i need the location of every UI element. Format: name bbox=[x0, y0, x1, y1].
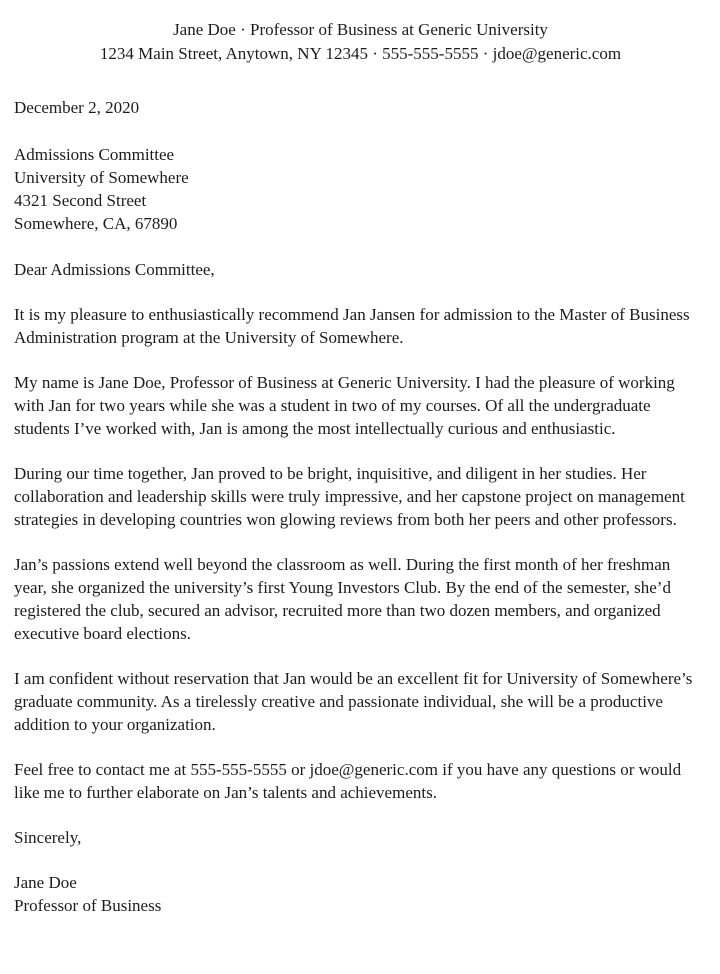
body-paragraph: Feel free to contact me at 555-555-5555 or jdoe@generic.com if you have any questions or would like me to further elaborate on Jan’s talents and achievements. bbox=[14, 760, 682, 802]
body-paragraph: I am confident without reservation that Jan would be an excellent fit for University of Somewhere’s graduate community. As a tirelessly creative and passionate individual, she will be a productive addition to your organization. bbox=[14, 669, 693, 734]
signature-name: Jane Doe bbox=[14, 873, 77, 892]
body-paragraph: Jan’s passions extend well beyond the classroom as well. During the first month of her freshman year, she organized the university’s first Young Investors Club. By the end of the semester, she’d registered the club, secured an advisor, recruited more than two dozen members, and organized executive board elections. bbox=[14, 555, 671, 643]
letterhead-name-line: Jane Doe · Professor of Business at Generic University bbox=[173, 20, 548, 39]
salutation: Dear Admissions Committee, bbox=[14, 260, 215, 279]
body-paragraph: My name is Jane Doe, Professor of Business at Generic University. I had the pleasure of working with Jan for two years while she was a student in two of my courses. Of all the undergraduate students I’ve worked with, Jan is among the most intellectually curious and enthusiastic. bbox=[14, 373, 675, 438]
recipient-line: Somewhere, CA, 67890 bbox=[14, 214, 178, 233]
signature-title: Professor of Business bbox=[14, 896, 162, 915]
body-paragraph: It is my pleasure to enthusiastically recommend Jan Jansen for admission to the Master of Business Administration program at the University of Somewhere. bbox=[14, 305, 690, 347]
recipient-line: 4321 Second Street bbox=[14, 191, 147, 210]
closing: Sincerely, bbox=[14, 828, 82, 847]
recipient-line: University of Somewhere bbox=[14, 168, 189, 187]
recipient-block bbox=[14, 143, 707, 235]
signature-block bbox=[14, 871, 707, 917]
date-line: December 2, 2020 bbox=[14, 98, 140, 117]
letterhead-contact-line: 1234 Main Street, Anytown, NY 12345 · 555-555-5555 · jdoe@generic.com bbox=[99, 44, 622, 63]
letterhead bbox=[14, 18, 707, 66]
body-paragraph: During our time together, Jan proved to be bright, inquisitive, and diligent in her studies. Her collaboration and leadership skills were truly impressive, and her capstone project on management strategies in developing countries won glowing reviews from both her peers and other professors. bbox=[14, 464, 685, 529]
recipient-line: Admissions Committee bbox=[14, 145, 175, 164]
